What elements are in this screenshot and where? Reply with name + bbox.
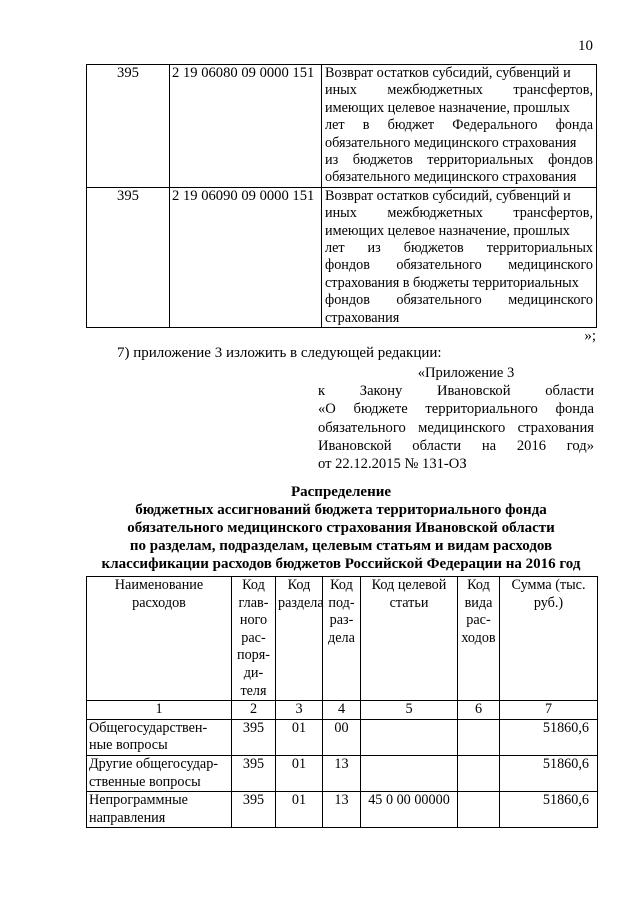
title-line: классификации расходов бюджетов Российской Федерации на 2016 год <box>101 556 581 572</box>
income-code-cell: 2 19 06090 09 0000 151 <box>170 187 322 327</box>
description-line: страхования в бюджеты территориальных <box>325 274 579 291</box>
table-header-row <box>87 577 598 701</box>
header-cell: Сумма (тыс. руб.) <box>500 577 598 701</box>
expense-name: Другие общегосудар-ственные вопросы <box>87 755 232 791</box>
description-cell <box>322 187 597 327</box>
subsection-code: 00 <box>323 719 361 755</box>
closing-quote: »; <box>584 328 596 344</box>
description-line: фондов обязательного медицинского <box>325 292 593 309</box>
header-cell: Наименование расходов <box>87 577 232 701</box>
appendix-reference <box>318 364 594 473</box>
description-line: лет в бюджет Федерального фонда <box>325 117 593 134</box>
admin-code: 395 <box>232 792 276 828</box>
description-line: имеющих целевое назначение, прошлых <box>325 99 570 116</box>
top-table <box>86 64 597 328</box>
kind-code <box>458 792 500 828</box>
amount: 51860,6 <box>500 792 598 828</box>
admin-code: 395 <box>232 755 276 791</box>
description-line: Возврат остатков субсидий, субвенций и <box>325 187 571 204</box>
admin-code: 395 <box>232 719 276 755</box>
description-cell <box>322 65 597 188</box>
appendix-line: от 22.12.2015 № 131-ОЗ <box>318 456 467 473</box>
column-number: 5 <box>361 701 458 720</box>
column-number: 1 <box>87 701 232 720</box>
title-line: обязательного медицинского страхования Ивановской области <box>127 520 555 536</box>
income-code-cell: 2 19 06080 09 0000 151 <box>170 65 322 188</box>
title-line: по разделам, подразделам, целевым статьям и видам расходов <box>129 538 553 554</box>
description-line: обязательного медицинского страхования <box>325 169 577 186</box>
table-row <box>87 792 598 828</box>
table-row <box>87 187 597 327</box>
admin-code-cell: 395 <box>87 65 170 188</box>
kind-code <box>458 755 500 791</box>
appendix-line: «Приложение 3 <box>417 365 515 381</box>
description-line: иных межбюджетных трансфертов, <box>325 82 593 99</box>
description-line: имеющих целевое назначение, прошлых <box>325 222 570 239</box>
section-code: 01 <box>276 719 323 755</box>
description-line: страхования <box>325 309 400 326</box>
description-line: Возврат остатков субсидий, субвенций и <box>325 65 571 81</box>
appendix-line: «О бюджете территориального фонда <box>318 401 594 418</box>
description-line: фондов обязательного медицинского <box>325 257 593 274</box>
header-cell: Код под-раз-дела <box>323 577 361 701</box>
column-number-row <box>87 701 598 720</box>
column-number: 3 <box>276 701 323 720</box>
appendix-line: обязательного медицинского страхования <box>318 419 594 436</box>
title-line: Распределение <box>290 484 392 500</box>
expense-name: Непрограммные направления <box>87 792 232 828</box>
section-code: 01 <box>276 755 323 791</box>
target-code <box>361 719 458 755</box>
description-line: лет из бюджетов территориальных <box>325 240 593 257</box>
section-code: 01 <box>276 792 323 828</box>
amount: 51860,6 <box>500 719 598 755</box>
amendment-item: 7) приложение 3 изложить в следующей редакции: <box>117 345 442 361</box>
amount: 51860,6 <box>500 755 598 791</box>
kind-code <box>458 719 500 755</box>
description-line: иных межбюджетных трансфертов, <box>325 205 593 222</box>
header-cell: Код раздела <box>276 577 323 701</box>
table-row <box>87 719 598 755</box>
expense-name: Общегосударствен-ные вопросы <box>87 719 232 755</box>
document-title <box>86 483 596 573</box>
target-code: 45 0 00 00000 <box>361 792 458 828</box>
table-row <box>87 65 597 188</box>
page-number: 10 <box>578 38 593 54</box>
column-number: 7 <box>500 701 598 720</box>
appendix-line: к Закону Ивановской области <box>318 383 594 400</box>
column-number: 4 <box>323 701 361 720</box>
description-line: обязательного медицинского страхования <box>325 134 577 151</box>
target-code <box>361 755 458 791</box>
header-cell: Код глав-ного рас-поря-ди-теля <box>232 577 276 701</box>
column-number: 2 <box>232 701 276 720</box>
description-line: из бюджетов территориальных фондов <box>325 152 593 169</box>
table-row <box>87 755 598 791</box>
budget-table <box>86 576 598 828</box>
admin-code-cell: 395 <box>87 187 170 327</box>
subsection-code: 13 <box>323 755 361 791</box>
header-cell: Код вида рас-ходов <box>458 577 500 701</box>
subsection-code: 13 <box>323 792 361 828</box>
header-cell: Код целевой статьи <box>361 577 458 701</box>
appendix-line: Ивановской области на 2016 год» <box>318 437 594 454</box>
title-line: бюджетных ассигнований бюджета территориального фонда <box>135 502 547 518</box>
column-number: 6 <box>458 701 500 720</box>
